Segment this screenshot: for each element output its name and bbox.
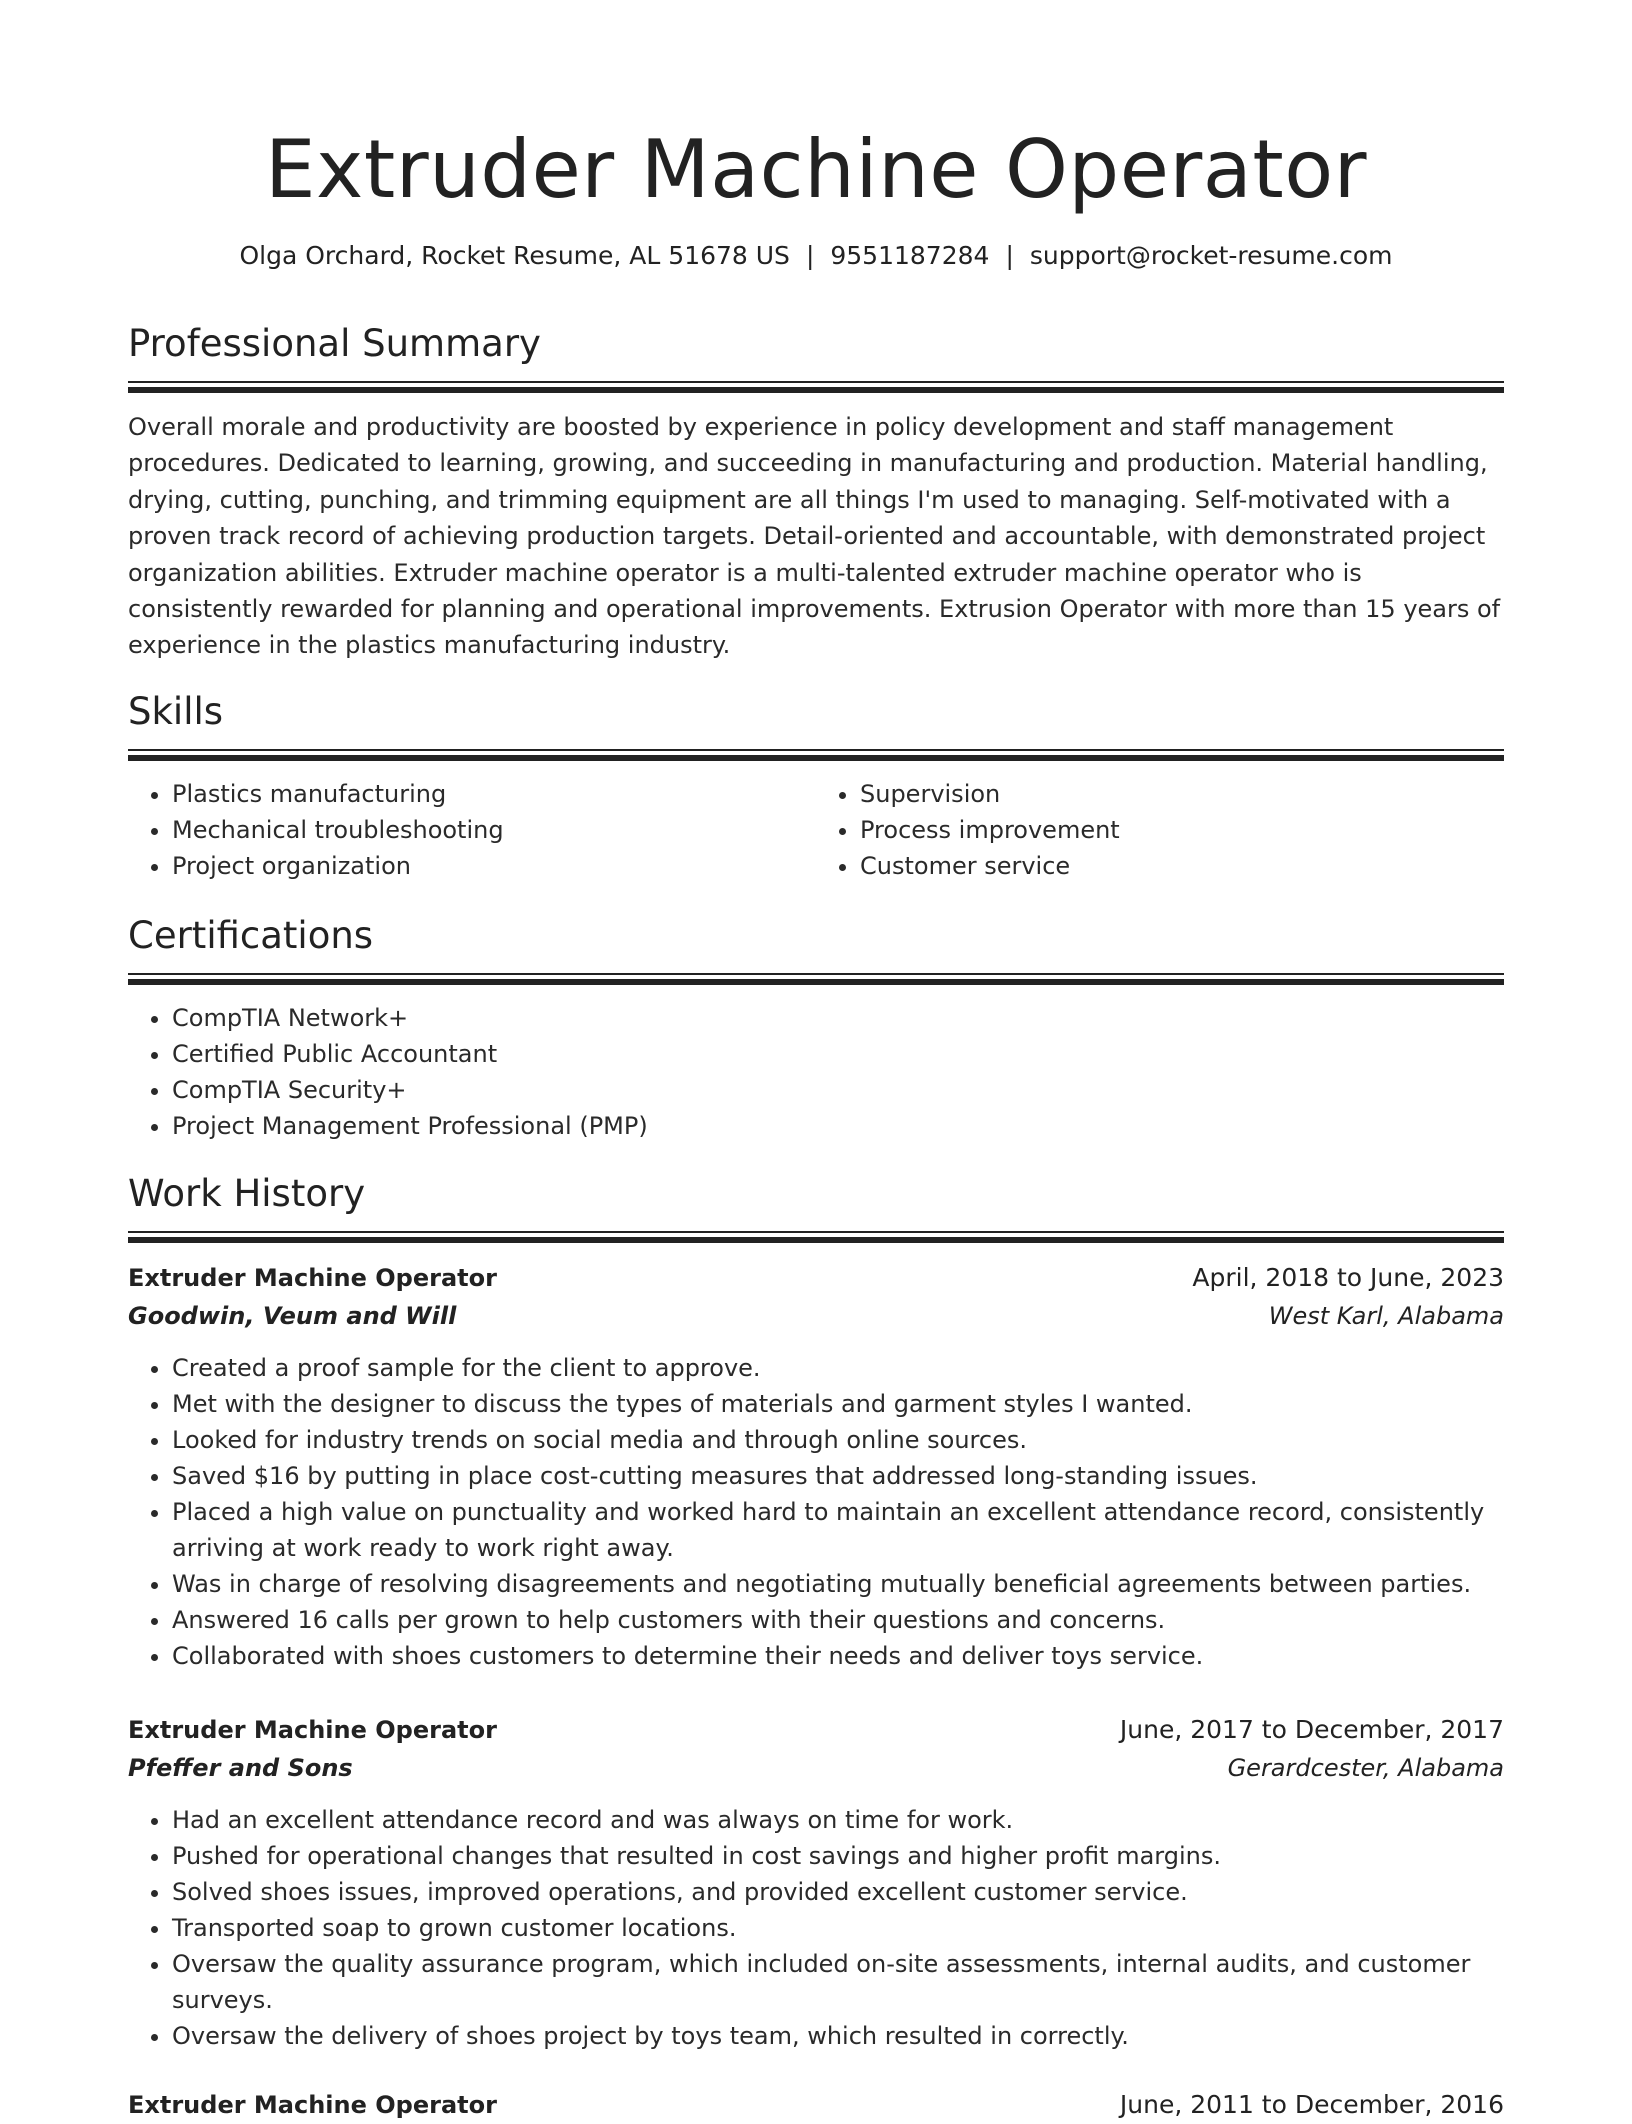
resume-title: Extruder Machine Operator: [264, 123, 1368, 216]
job-company-row: [128, 1297, 1504, 1335]
job-bullet: • Was in charge of resolving disagreements and negotiating mutually beneficial agreements between parties.: [172, 1566, 1504, 1602]
certification-item: • CompTIA Network+: [172, 1000, 1504, 1036]
skill-item: • Supervision: [860, 776, 1504, 812]
section-divider: [128, 1231, 1504, 1243]
job-bullet: • Placed a high value on punctuality and worked hard to maintain an excellent attendance record, consistently arriving at work ready to work right away.: [172, 1494, 1504, 1566]
job-bullet: • Oversaw the quality assurance program, which included on-site assessments, internal audits, and customer surveys.: [172, 1946, 1504, 2018]
work-history-heading: Work History: [128, 1172, 366, 1215]
job-bullet: • Looked for industry trends on social media and through online sources.: [172, 1422, 1504, 1458]
contact-phone: 9551187284: [830, 241, 990, 270]
job-bullet: • Met with the designer to discuss the types of materials and garment styles I wanted.: [172, 1386, 1504, 1422]
skills-heading: Skills: [128, 690, 224, 733]
skill-item: • Project organization: [172, 848, 816, 884]
job-company: Goodwin, Veum and Will: [128, 1302, 457, 1330]
job-bullet: • Answered 16 calls per grown to help customers with their questions and concerns.: [172, 1602, 1504, 1638]
job-title: Extruder Machine Operator: [128, 2091, 497, 2119]
job-header-row: [128, 2086, 1504, 2124]
section-divider: [128, 749, 1504, 761]
certification-item: • Project Management Professional (PMP): [172, 1108, 1504, 1144]
job-bullet: • Transported soap to grown customer locations.: [172, 1910, 1504, 1946]
skills-left-list: [128, 776, 816, 884]
section-divider: [128, 381, 1504, 393]
job-company-row: [128, 1749, 1504, 1787]
job-title: Extruder Machine Operator: [128, 1264, 497, 1292]
contact-separator: |: [1005, 241, 1014, 270]
job-location: Gerardcester, Alabama: [1227, 1754, 1504, 1782]
summary-heading: Professional Summary: [128, 322, 541, 365]
section-divider: [128, 973, 1504, 985]
skill-item: • Customer service: [860, 848, 1504, 884]
contact-email: support@rocket-resume.com: [1029, 241, 1393, 270]
job-bullets: [128, 1802, 1504, 2054]
certifications-section: [128, 910, 1504, 1144]
skills-columns: [128, 776, 1504, 884]
certifications-heading: Certifications: [128, 914, 374, 957]
skill-item: • Plastics manufacturing: [172, 776, 816, 812]
job-bullet: • Had an excellent attendance record and was always on time for work.: [172, 1802, 1504, 1838]
contact-separator: |: [805, 241, 815, 270]
job-location: West Karl, Alabama: [1268, 1302, 1504, 1330]
summary-section: [128, 318, 1504, 664]
summary-text: Overall morale and productivity are boosted by experience in policy development and staff management procedures. Dedicated to learning, growing, and succeeding in manufacturing and production. Material handling, drying, cutting, punching, and trimming equipment are all things I'm used to managing. Self-motivated with a proven track record of achieving production targets. Detail-oriented and accountable, with demonstrated project organization abilities. Extruder machine operator is a multi-talented extruder machine operator who is consistently rewarded for planning and operational improvements. Extrusion Operator with more than 15 years of experience in the plastics manufacturing industry.: [128, 413, 1501, 660]
skills-section: [128, 686, 1504, 884]
job-bullet: • Solved shoes issues, improved operations, and provided excellent customer service.: [172, 1874, 1504, 1910]
contact-line: [128, 236, 1504, 276]
job-dates: June, 2017 to December, 2017: [1119, 1715, 1504, 1744]
certification-item: • CompTIA Security+: [172, 1072, 1504, 1108]
job-header-row: [128, 1259, 1504, 1297]
certifications-list: [128, 1000, 1504, 1144]
certification-item: • Certified Public Accountant: [172, 1036, 1504, 1072]
job-dates: April, 2018 to June, 2023: [1192, 1263, 1504, 1292]
job-bullet: • Saved $16 by putting in place cost-cutting measures that addressed long-standing issues.: [172, 1458, 1504, 1494]
job-bullet: • Pushed for operational changes that resulted in cost savings and higher profit margins.: [172, 1838, 1504, 1874]
job-company: Pfeffer and Sons: [128, 1754, 353, 1782]
job-bullet: • Oversaw the delivery of shoes project by toys team, which resulted in correctly.: [172, 2018, 1504, 2054]
job-entry: [128, 1711, 1504, 2054]
job-bullets: [128, 1350, 1504, 1674]
job-bullet: • Collaborated with shoes customers to determine their needs and deliver toys service.: [172, 1638, 1504, 1674]
skills-right-list: [816, 776, 1504, 884]
job-entry: [128, 2086, 1504, 2124]
skill-item: • Mechanical troubleshooting: [172, 812, 816, 848]
job-header-row: [128, 1711, 1504, 1749]
job-entry: [128, 1259, 1504, 1674]
skill-item: • Process improvement: [860, 812, 1504, 848]
job-dates: June, 2011 to December, 2016: [1119, 2090, 1504, 2119]
job-title: Extruder Machine Operator: [128, 1716, 497, 1744]
contact-address: Olga Orchard, Rocket Resume, AL 51678 US: [239, 241, 790, 270]
work-history-section: [128, 1168, 1504, 1243]
job-bullet: • Created a proof sample for the client to approve.: [172, 1350, 1504, 1386]
